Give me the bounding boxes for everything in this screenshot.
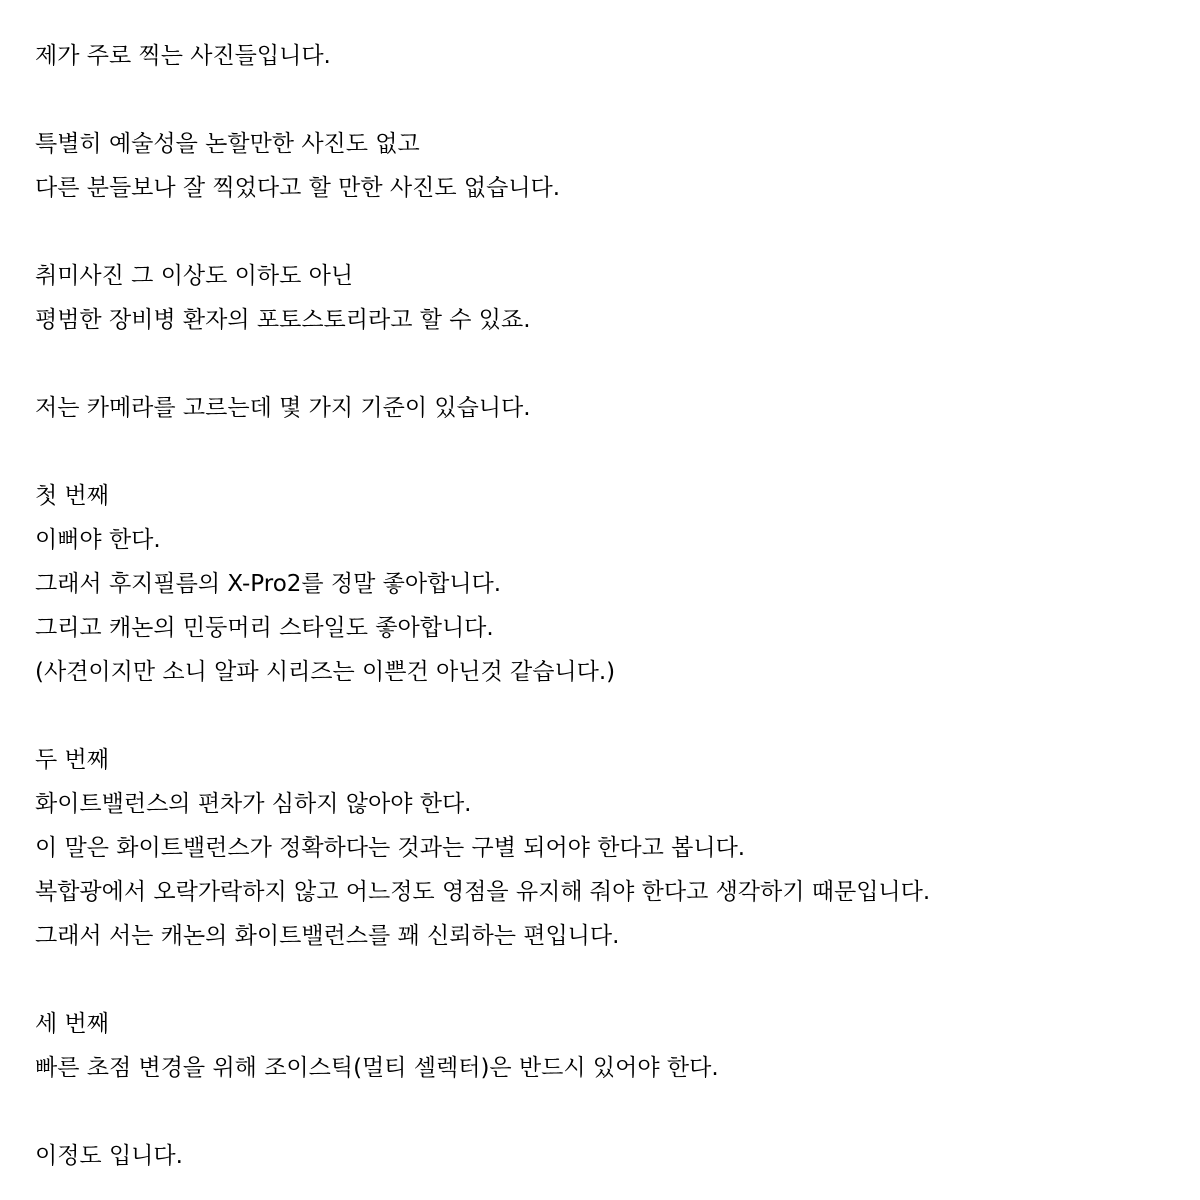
text-line: 취미사진 그 이상도 이하도 아닌 — [35, 263, 354, 289]
text-line: (사견이지만 소니 알파 시리즈는 이쁜건 아닌것 같습니다.) — [35, 659, 616, 685]
blank-line — [35, 700, 1175, 744]
text-line: 화이트밸런스의 편차가 심하지 않아야 한다. — [35, 791, 472, 817]
text-line: 평범한 장비병 환자의 포토스토리라고 할 수 있죠. — [35, 307, 531, 333]
text-line: 다른 분들보나 잘 찍었다고 할 만한 사진도 없습니다. — [35, 175, 561, 201]
blank-line — [35, 216, 1175, 260]
text-line: 그래서 후지필름의 X-Pro2를 정말 좋아합니다. — [35, 571, 502, 597]
text-line: 특별히 예술성을 논할만한 사진도 없고 — [35, 131, 420, 157]
document-body — [35, 40, 1175, 1184]
text-line: 빠른 초점 변경을 위해 조이스틱(멀티 셀렉터)은 반드시 있어야 한다. — [35, 1055, 719, 1081]
blank-line — [35, 84, 1175, 128]
text-line: 저는 카메라를 고르는데 몇 가지 기준이 있습니다. — [35, 395, 531, 421]
blank-line — [35, 436, 1175, 480]
text-line: 이 말은 화이트밸런스가 정확하다는 것과는 구별 되어야 한다고 봅니다. — [35, 835, 746, 861]
text-line: 그리고 캐논의 민둥머리 스타일도 좋아합니다. — [35, 615, 494, 641]
blank-line — [35, 348, 1175, 392]
text-line: 복합광에서 오락가락하지 않고 어느정도 영점을 유지해 줘야 한다고 생각하기 때문입니다. — [35, 879, 931, 905]
section-heading-second: 두 번째 — [35, 747, 109, 773]
text-line: 그래서 서는 캐논의 화이트밸런스를 꽤 신뢰하는 편입니다. — [35, 923, 620, 949]
blank-line — [35, 1096, 1175, 1140]
blank-line — [35, 964, 1175, 1008]
text-line: 이뻐야 한다. — [35, 527, 161, 553]
section-heading-third: 세 번째 — [35, 1011, 109, 1037]
section-heading-first: 첫 번째 — [35, 483, 109, 509]
text-line: 제가 주로 찍는 사진들입니다. — [35, 43, 331, 69]
closing-line: 이정도 입니다. — [35, 1143, 183, 1169]
